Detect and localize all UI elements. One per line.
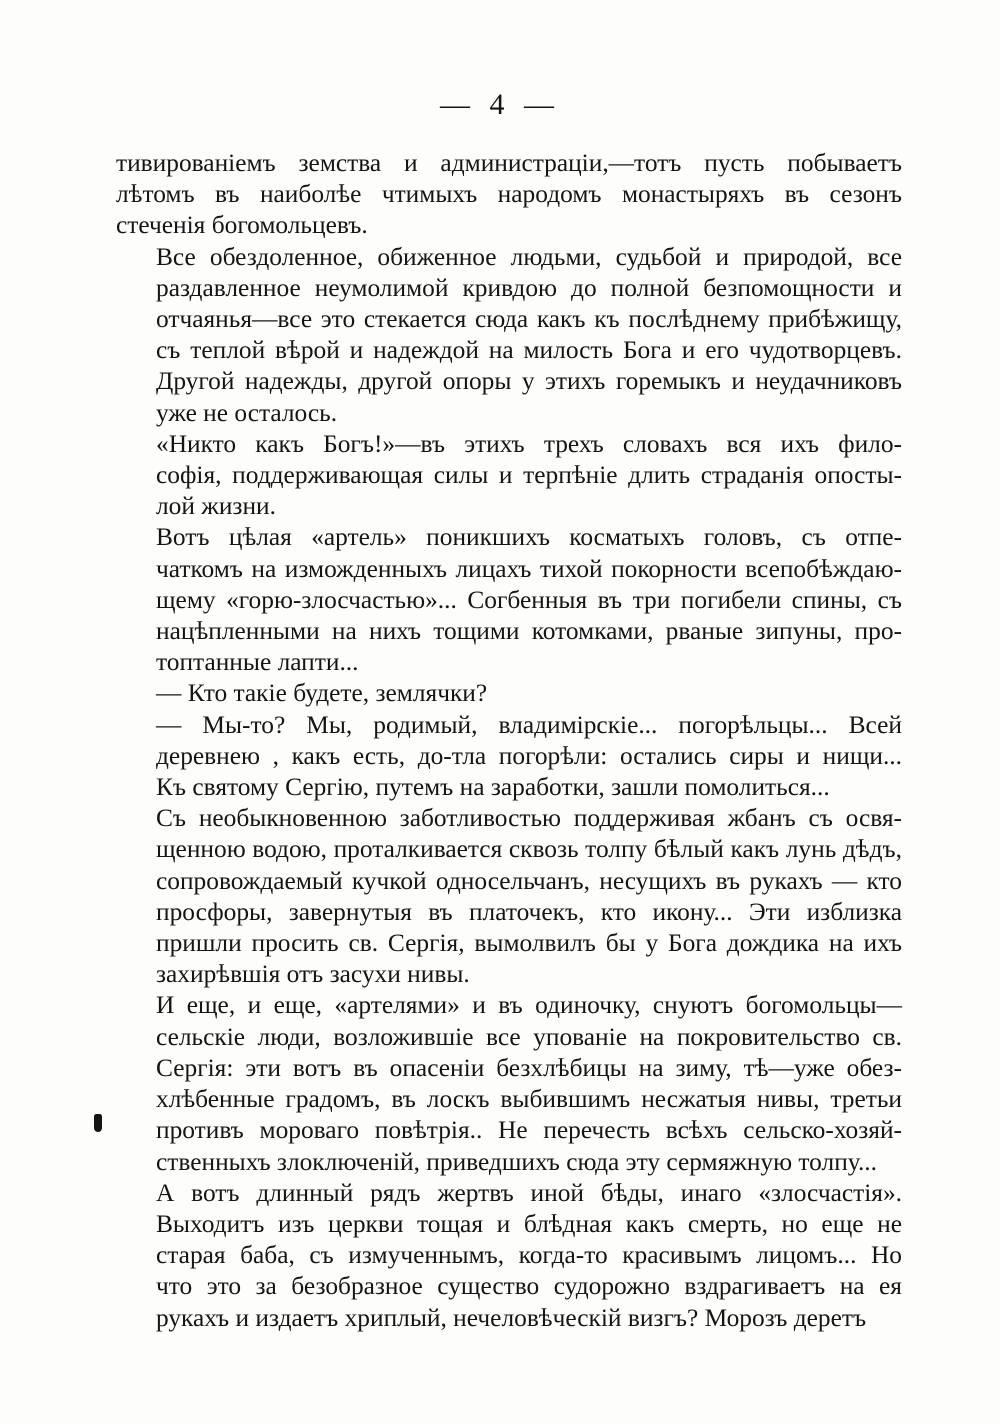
text-line: ственныхъ злоключеній, приведшихъ сюда эту сермяжную толпу... — [156, 1147, 878, 1176]
page-number: — 4 — — [440, 88, 560, 121]
text-line: Выходитъ изъ церкви тощая и блѣдная какъ смерть, но еще не — [156, 1209, 902, 1238]
paragraph — [116, 990, 902, 1177]
text-line: тивированіемъ земства и администраціи,—тотъ пусть побываетъ — [116, 149, 902, 177]
text-line: софія, поддерживающая силы и терпѣніе длить страданія опосты- — [156, 461, 902, 490]
text-line: Съ необыкновенною заботливостью поддерживая жбанъ съ освя- — [156, 804, 902, 833]
text-line: отчаянья—все это стекается сюда какъ къ послѣднему прибѣжищу, — [156, 305, 902, 334]
text-line: И еще, и еще, «артелями» и въ одиночку, снуютъ богомольцы— — [156, 991, 902, 1020]
body-text — [116, 148, 902, 1334]
margin-mark — [94, 1114, 102, 1132]
text-line: просфоры, завернутыя въ платочекъ, кто икону... Эти изблизка — [156, 897, 902, 926]
text-line: деревнею , какъ есть, до-тла погорѣли: остались сиры и нищи... — [156, 741, 902, 770]
text-line: А вотъ длинный рядъ жертвъ иной бѣды, инаго «злосчастія». — [156, 1178, 902, 1207]
text-line: Сергія: эти вотъ въ опасеніи безхлѣбицы на зиму, тѣ—уже обез- — [156, 1053, 902, 1082]
paragraph — [116, 803, 902, 990]
text-line: сопровождаемый кучкой односельчанъ, несущихъ въ рукахъ — кто — [156, 866, 902, 895]
paragraph — [116, 148, 902, 242]
text-line: уже не осталось. — [156, 398, 338, 427]
text-line: топтанные лапти... — [156, 648, 359, 677]
paragraph — [116, 678, 902, 709]
text-line: щенною водою, проталкивается сквозь толпу бѣлый какъ лунь дѣдъ, — [156, 835, 902, 864]
paragraph — [116, 522, 902, 678]
text-line: нацѣпленными на нихъ тощими котомками, рваные зипуны, про- — [156, 617, 902, 646]
text-line: раздавленное неумолимой кривдою до полной безпомощности и — [156, 273, 902, 302]
paragraph — [116, 429, 902, 523]
text-line: — Мы-то? Мы, родимый, владимірскіе... погорѣльцы... Всей — [156, 710, 902, 739]
text-line: противъ мороваго повѣтрія.. Не перечесть всѣхъ сельско-хозяй- — [156, 1116, 902, 1145]
text-line: Другой надежды, другой опоры у этихъ горемыкъ и неудачниковъ — [156, 367, 902, 396]
text-line: Все обездоленное, обиженное людьми, судьбой и природой, все — [156, 242, 902, 271]
text-line: лѣтомъ въ наиболѣе чтимыхъ народомъ монастыряхъ въ сезонъ — [116, 180, 902, 209]
text-line: пришли просить св. Сергія, вымолвилъ бы у Бога дождика на ихъ — [156, 929, 902, 958]
text-line: рукахъ и издаетъ хриплый, нечеловѣческій визгъ? Морозъ деретъ — [156, 1303, 867, 1332]
text-line: чаткомъ на изможденныхъ лицахъ тихой покорности всепобѣждаю- — [156, 554, 902, 583]
text-line: сельскіе люди, возложившіе все упованіе на покровительство св. — [156, 1022, 902, 1051]
text-line: Къ святому Сергію, путемъ на заработки, зашли помолиться... — [156, 773, 830, 802]
text-line: старая баба, съ измученнымъ, когда-то красивымъ лицомъ... Но — [156, 1241, 902, 1270]
text-line: что это за безобразное существо судорожно вздрагиваетъ на ея — [156, 1272, 902, 1301]
text-line: захирѣвшія отъ засухи нивы. — [156, 960, 470, 989]
paragraph — [116, 710, 902, 804]
text-line: щему «горю-злосчастью»... Согбенныя въ три погибели спины, съ — [156, 585, 902, 614]
text-line: лой жизни. — [156, 492, 276, 521]
text-line: стеченія богомольцевъ. — [116, 211, 368, 240]
text-line: хлѣбенные градомъ, въ лоскъ выбившимъ несжатыя нивы, третьи — [156, 1085, 902, 1114]
text-line: — Кто такіе будете, землячки? — [156, 679, 488, 708]
paragraph — [116, 1178, 902, 1334]
text-line: «Никто какъ Богъ!»—въ этихъ трехъ словахъ вся ихъ фило- — [156, 429, 902, 458]
text-line: Вотъ цѣлая «артель» поникшихъ косматыхъ головъ, съ отпе- — [156, 523, 902, 552]
text-line: съ теплой вѣрой и надеждой на милость Бога и его чудотворцевъ. — [156, 336, 902, 365]
paragraph — [116, 242, 902, 429]
